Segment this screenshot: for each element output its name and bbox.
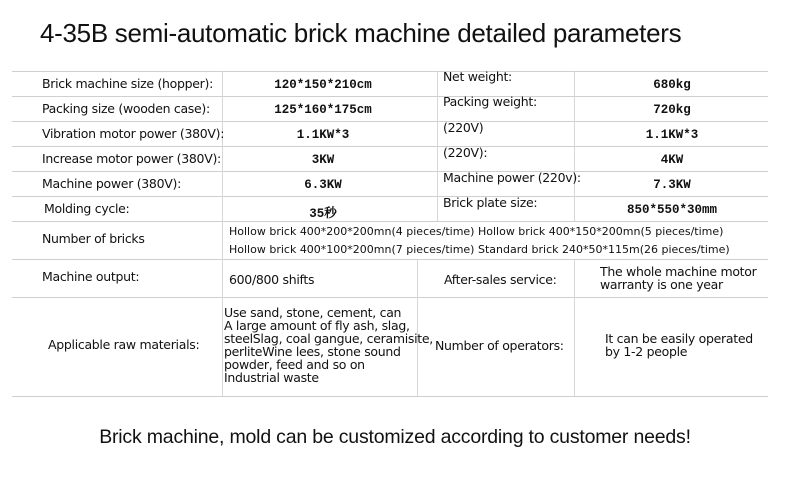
operators-line: by 1-2 people	[605, 344, 688, 359]
materials-value	[224, 306, 433, 384]
output-value: 600/800 shifts	[229, 272, 315, 287]
table-rule	[12, 171, 768, 172]
spec-value: 850*550*30mm	[626, 203, 718, 217]
after-sales-label: After-sales service:	[444, 272, 557, 287]
table-divider	[574, 71, 575, 221]
spec-label: Net weight:	[443, 69, 512, 84]
table-rule	[12, 396, 768, 397]
materials-line: Use sand, stone, cement, can	[224, 305, 402, 320]
table-rule	[12, 221, 768, 222]
spec-value: 720kg	[653, 103, 691, 117]
spec-label: (220V):	[443, 145, 488, 160]
spec-label: Vibration motor power (380V):	[42, 126, 225, 141]
table-rule	[12, 196, 768, 197]
footer-note: Brick machine, mold can be customized according to customer needs!	[99, 426, 691, 448]
table-rule	[12, 146, 768, 147]
spec-value: 4KW	[660, 153, 684, 167]
spec-value: 35秒	[309, 207, 337, 221]
materials-line: perliteWine lees, stone sound	[224, 344, 401, 359]
table-rule	[12, 96, 768, 97]
table-divider	[574, 259, 575, 396]
table-divider	[222, 71, 223, 396]
table-rule	[12, 259, 768, 260]
spec-label: Packing size (wooden case):	[42, 101, 210, 116]
spec-value: 125*160*175cm	[274, 103, 372, 117]
materials-label: Applicable raw materials:	[48, 337, 200, 352]
spec-label: Packing weight:	[443, 94, 537, 109]
table-rule	[12, 71, 768, 72]
operators-label: Number of operators:	[435, 338, 564, 353]
spec-label: Machine power (220v):	[443, 170, 581, 185]
after-sales-line: warranty is one year	[600, 277, 723, 292]
spec-label: (220V)	[443, 120, 484, 135]
spec-label: Brick plate size:	[443, 195, 538, 210]
table-divider	[437, 71, 438, 221]
spec-value: 1.1KW*3	[645, 128, 699, 142]
output-label: Machine output:	[42, 269, 140, 284]
operators-line: It can be easily operated	[605, 331, 753, 346]
spec-value: 680kg	[653, 78, 691, 92]
materials-line: A large amount of fly ash, slag,	[224, 318, 410, 333]
spec-value: 3KW	[311, 153, 335, 167]
spec-label: Brick machine size (hopper):	[42, 76, 214, 91]
materials-line: Industrial waste	[224, 370, 319, 385]
materials-line: steelSlag, coal gangue, ceramisite,	[224, 331, 433, 346]
spec-label: Increase motor power (380V):	[42, 151, 221, 166]
spec-value: 120*150*210cm	[274, 78, 372, 92]
spec-value: 7.3KW	[653, 178, 691, 192]
spec-label: Machine power (380V):	[42, 176, 181, 191]
materials-line: powder, feed and so on	[224, 357, 365, 372]
operators-value	[605, 332, 753, 358]
page-title: 4-35B semi-automatic brick machine detailed parameters	[40, 18, 682, 48]
after-sales-line: The whole machine motor	[600, 264, 757, 279]
spec-value: 6.3KW	[304, 178, 342, 192]
bricks-line: Hollow brick 400*200*200mn(4 pieces/time) Hollow brick 400*150*200mn(5 pieces/time)	[229, 225, 724, 238]
after-sales-value	[600, 265, 756, 291]
table-rule	[12, 121, 768, 122]
spec-value: 1.1KW*3	[296, 128, 350, 142]
table-rule	[12, 297, 768, 298]
bricks-label: Number of bricks	[42, 231, 145, 246]
spec-label: Molding cycle:	[44, 201, 130, 216]
bricks-line: Hollow brick 400*100*200mn(7 pieces/time) Standard brick 240*50*115m(26 pieces/time)	[229, 243, 730, 256]
